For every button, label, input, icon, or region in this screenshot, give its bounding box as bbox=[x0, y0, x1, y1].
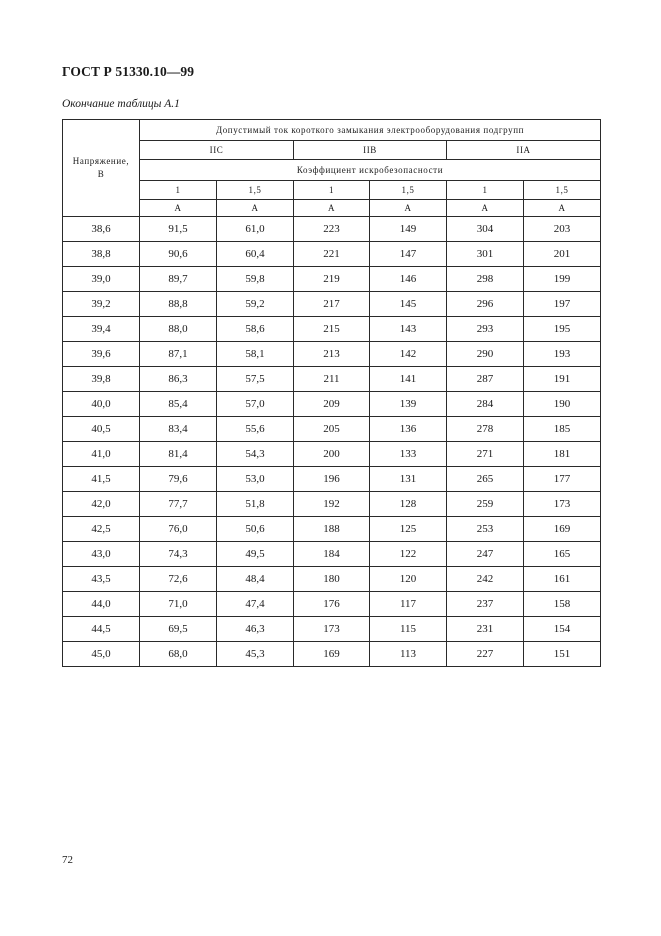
current-cell: 154 bbox=[524, 617, 601, 642]
current-cell: 195 bbox=[524, 317, 601, 342]
current-cell: 169 bbox=[294, 642, 370, 667]
current-cell: 142 bbox=[370, 342, 447, 367]
voltage-cell: 44,5 bbox=[63, 617, 140, 642]
table-row bbox=[63, 217, 601, 242]
current-cell: 213 bbox=[294, 342, 370, 367]
current-cell: 49,5 bbox=[217, 542, 294, 567]
table-row bbox=[63, 517, 601, 542]
current-cell: 221 bbox=[294, 242, 370, 267]
current-cell: 59,8 bbox=[217, 267, 294, 292]
current-limit-table bbox=[62, 119, 601, 667]
current-cell: 85,4 bbox=[140, 392, 217, 417]
subgroup-header: IIB bbox=[294, 141, 447, 160]
current-cell: 91,5 bbox=[140, 217, 217, 242]
current-cell: 196 bbox=[294, 467, 370, 492]
table-row bbox=[63, 592, 601, 617]
table-row bbox=[63, 617, 601, 642]
subgroup-header: IIC bbox=[140, 141, 294, 160]
current-cell: 125 bbox=[370, 517, 447, 542]
current-cell: 259 bbox=[447, 492, 524, 517]
current-cell: 293 bbox=[447, 317, 524, 342]
voltage-cell: 41,0 bbox=[63, 442, 140, 467]
current-cell: 68,0 bbox=[140, 642, 217, 667]
current-cell: 58,6 bbox=[217, 317, 294, 342]
current-cell: 57,5 bbox=[217, 367, 294, 392]
current-cell: 146 bbox=[370, 267, 447, 292]
current-cell: 197 bbox=[524, 292, 601, 317]
voltage-cell: 43,5 bbox=[63, 567, 140, 592]
voltage-column-header bbox=[63, 120, 140, 217]
current-cell: 223 bbox=[294, 217, 370, 242]
current-cell: 173 bbox=[524, 492, 601, 517]
current-cell: 131 bbox=[370, 467, 447, 492]
current-cell: 55,6 bbox=[217, 417, 294, 442]
table-row bbox=[63, 317, 601, 342]
current-cell: 86,3 bbox=[140, 367, 217, 392]
unit-cell: А bbox=[370, 200, 447, 217]
voltage-cell: 39,6 bbox=[63, 342, 140, 367]
current-cell: 265 bbox=[447, 467, 524, 492]
voltage-cell: 40,5 bbox=[63, 417, 140, 442]
coefficient-cell: 1,5 bbox=[524, 181, 601, 200]
table-row bbox=[63, 392, 601, 417]
current-cell: 115 bbox=[370, 617, 447, 642]
current-cell: 209 bbox=[294, 392, 370, 417]
coefficient-cell: 1,5 bbox=[217, 181, 294, 200]
voltage-cell: 38,8 bbox=[63, 242, 140, 267]
table-row bbox=[63, 492, 601, 517]
current-cell: 242 bbox=[447, 567, 524, 592]
current-cell: 247 bbox=[447, 542, 524, 567]
current-cell: 53,0 bbox=[217, 467, 294, 492]
current-cell: 227 bbox=[447, 642, 524, 667]
table-row bbox=[63, 542, 601, 567]
current-cell: 188 bbox=[294, 517, 370, 542]
current-cell: 253 bbox=[447, 517, 524, 542]
current-cell: 46,3 bbox=[217, 617, 294, 642]
current-cell: 151 bbox=[524, 642, 601, 667]
current-cell: 76,0 bbox=[140, 517, 217, 542]
unit-cell: А bbox=[217, 200, 294, 217]
current-cell: 90,6 bbox=[140, 242, 217, 267]
current-cell: 54,3 bbox=[217, 442, 294, 467]
table-row bbox=[63, 342, 601, 367]
current-cell: 215 bbox=[294, 317, 370, 342]
document-code: ГОСТ Р 51330.10—99 bbox=[62, 64, 195, 79]
current-cell: 57,0 bbox=[217, 392, 294, 417]
subgroup-header: IIA bbox=[447, 141, 601, 160]
current-cell: 89,7 bbox=[140, 267, 217, 292]
current-cell: 271 bbox=[447, 442, 524, 467]
current-cell: 161 bbox=[524, 567, 601, 592]
current-cell: 60,4 bbox=[217, 242, 294, 267]
current-cell: 83,4 bbox=[140, 417, 217, 442]
unit-cell: А bbox=[447, 200, 524, 217]
unit-cell: А bbox=[294, 200, 370, 217]
current-cell: 61,0 bbox=[217, 217, 294, 242]
voltage-cell: 39,4 bbox=[63, 317, 140, 342]
coefficient-cell: 1 bbox=[294, 181, 370, 200]
current-cell: 51,8 bbox=[217, 492, 294, 517]
voltage-header-label: Напряжение, bbox=[72, 156, 130, 166]
coefficient-cell: 1 bbox=[447, 181, 524, 200]
unit-cell: А bbox=[524, 200, 601, 217]
current-cell: 79,6 bbox=[140, 467, 217, 492]
current-cell: 203 bbox=[524, 217, 601, 242]
current-cell: 122 bbox=[370, 542, 447, 567]
table-row bbox=[63, 367, 601, 392]
current-cell: 147 bbox=[370, 242, 447, 267]
table-row bbox=[63, 567, 601, 592]
voltage-cell: 38,6 bbox=[63, 217, 140, 242]
current-cell: 301 bbox=[447, 242, 524, 267]
current-cell: 191 bbox=[524, 367, 601, 392]
current-cell: 81,4 bbox=[140, 442, 217, 467]
current-cell: 199 bbox=[524, 267, 601, 292]
current-cell: 59,2 bbox=[217, 292, 294, 317]
current-cell: 211 bbox=[294, 367, 370, 392]
current-cell: 177 bbox=[524, 467, 601, 492]
current-cell: 176 bbox=[294, 592, 370, 617]
voltage-cell: 44,0 bbox=[63, 592, 140, 617]
table-row bbox=[63, 467, 601, 492]
voltage-cell: 43,0 bbox=[63, 542, 140, 567]
current-cell: 193 bbox=[524, 342, 601, 367]
current-cell: 304 bbox=[447, 217, 524, 242]
coefficient-cell: 1 bbox=[140, 181, 217, 200]
coefficient-header: Коэффициент искробезопасности bbox=[140, 160, 601, 181]
current-cell: 190 bbox=[524, 392, 601, 417]
table-row bbox=[63, 417, 601, 442]
current-cell: 173 bbox=[294, 617, 370, 642]
current-cell: 165 bbox=[524, 542, 601, 567]
current-cell: 158 bbox=[524, 592, 601, 617]
current-cell: 284 bbox=[447, 392, 524, 417]
current-cell: 180 bbox=[294, 567, 370, 592]
current-cell: 278 bbox=[447, 417, 524, 442]
voltage-header-unit: В bbox=[97, 169, 105, 179]
current-cell: 231 bbox=[447, 617, 524, 642]
current-cell: 181 bbox=[524, 442, 601, 467]
current-cell: 145 bbox=[370, 292, 447, 317]
current-cell: 185 bbox=[524, 417, 601, 442]
current-cell: 88,8 bbox=[140, 292, 217, 317]
current-cell: 139 bbox=[370, 392, 447, 417]
current-cell: 50,6 bbox=[217, 517, 294, 542]
table-row bbox=[63, 267, 601, 292]
table-row bbox=[63, 442, 601, 467]
current-cell: 117 bbox=[370, 592, 447, 617]
current-cell: 48,4 bbox=[217, 567, 294, 592]
current-cell: 237 bbox=[447, 592, 524, 617]
current-cell: 205 bbox=[294, 417, 370, 442]
current-cell: 219 bbox=[294, 267, 370, 292]
current-cell: 141 bbox=[370, 367, 447, 392]
current-cell: 58,1 bbox=[217, 342, 294, 367]
current-cell: 201 bbox=[524, 242, 601, 267]
page-number: 72 bbox=[62, 854, 73, 866]
current-cell: 136 bbox=[370, 417, 447, 442]
current-cell: 120 bbox=[370, 567, 447, 592]
unit-cell: А bbox=[140, 200, 217, 217]
current-cell: 77,7 bbox=[140, 492, 217, 517]
current-cell: 287 bbox=[447, 367, 524, 392]
voltage-cell: 42,0 bbox=[63, 492, 140, 517]
current-cell: 184 bbox=[294, 542, 370, 567]
current-cell: 113 bbox=[370, 642, 447, 667]
table-caption: Окончание таблицы А.1 bbox=[62, 98, 180, 110]
voltage-cell: 42,5 bbox=[63, 517, 140, 542]
current-cell: 296 bbox=[447, 292, 524, 317]
current-cell: 192 bbox=[294, 492, 370, 517]
voltage-cell: 39,2 bbox=[63, 292, 140, 317]
current-cell: 47,4 bbox=[217, 592, 294, 617]
current-cell: 72,6 bbox=[140, 567, 217, 592]
current-cell: 69,5 bbox=[140, 617, 217, 642]
current-cell: 143 bbox=[370, 317, 447, 342]
current-cell: 87,1 bbox=[140, 342, 217, 367]
current-header: Допустимый ток короткого замыкания электрооборудования подгрупп bbox=[140, 120, 601, 141]
current-cell: 290 bbox=[447, 342, 524, 367]
voltage-cell: 39,0 bbox=[63, 267, 140, 292]
current-cell: 45,3 bbox=[217, 642, 294, 667]
current-cell: 71,0 bbox=[140, 592, 217, 617]
current-cell: 169 bbox=[524, 517, 601, 542]
current-cell: 298 bbox=[447, 267, 524, 292]
current-cell: 149 bbox=[370, 217, 447, 242]
current-cell: 133 bbox=[370, 442, 447, 467]
coefficient-cell: 1,5 bbox=[370, 181, 447, 200]
current-cell: 217 bbox=[294, 292, 370, 317]
voltage-cell: 41,5 bbox=[63, 467, 140, 492]
voltage-cell: 40,0 bbox=[63, 392, 140, 417]
current-cell: 88,0 bbox=[140, 317, 217, 342]
table-row bbox=[63, 642, 601, 667]
current-cell: 200 bbox=[294, 442, 370, 467]
table-row bbox=[63, 242, 601, 267]
current-cell: 74,3 bbox=[140, 542, 217, 567]
voltage-cell: 45,0 bbox=[63, 642, 140, 667]
table-row bbox=[63, 292, 601, 317]
voltage-cell: 39,8 bbox=[63, 367, 140, 392]
current-cell: 128 bbox=[370, 492, 447, 517]
